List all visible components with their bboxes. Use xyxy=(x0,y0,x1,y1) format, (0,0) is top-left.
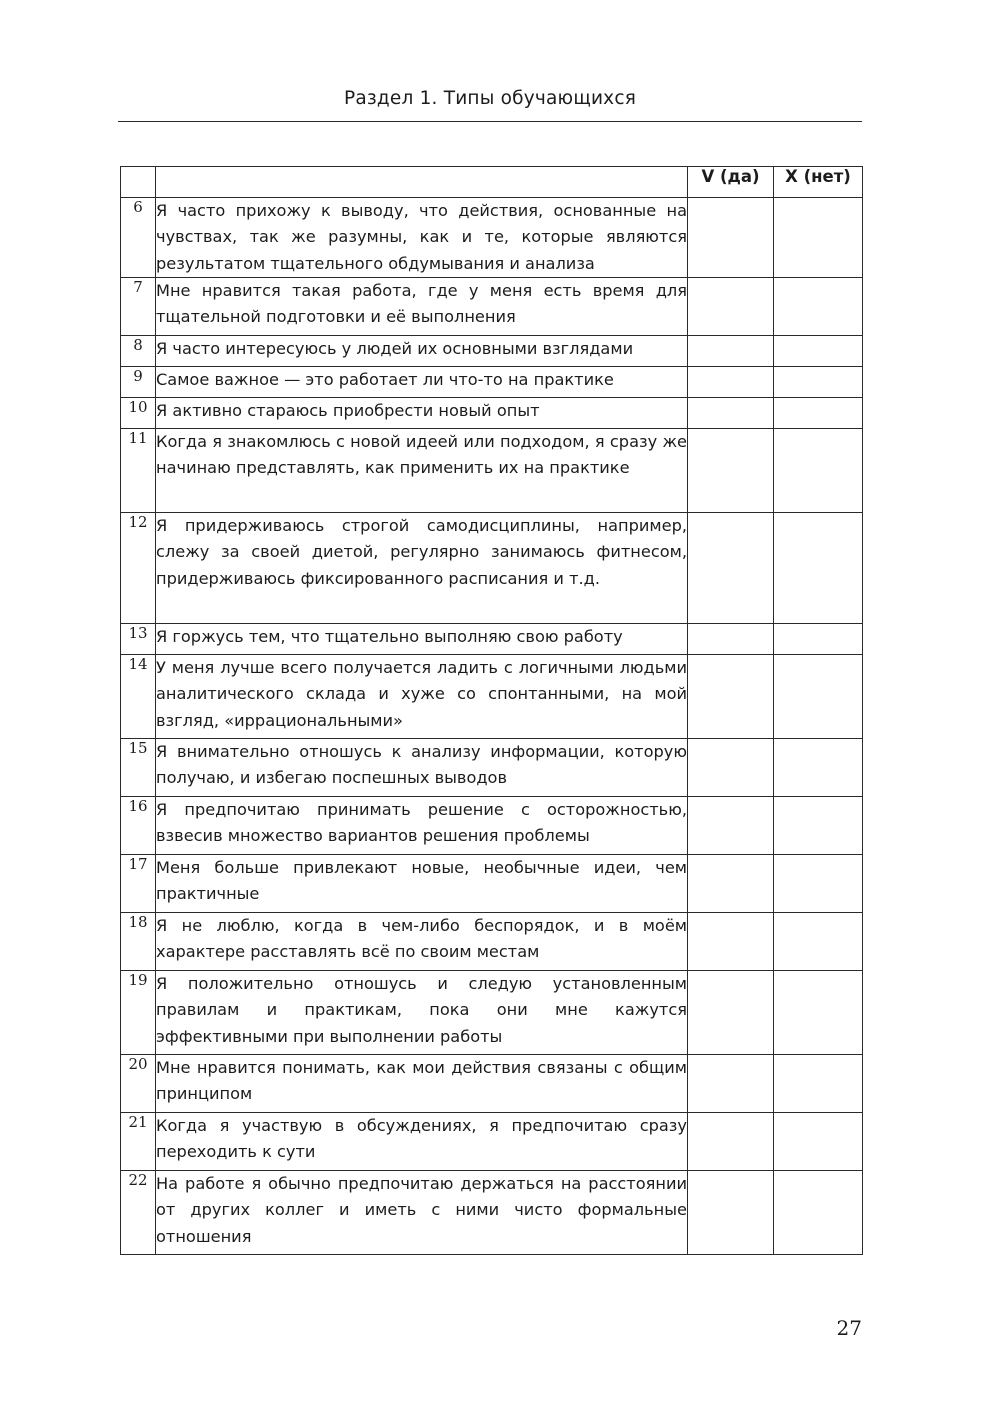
yes-answer-cell[interactable] xyxy=(688,429,774,513)
no-answer-cell[interactable] xyxy=(774,797,863,855)
row-statement: Самое важное — это работает ли что-то на практике xyxy=(156,367,688,398)
yes-answer-cell[interactable] xyxy=(688,739,774,797)
row-statement: Я внимательно отношусь к анализу информации, которую получаю, и избегаю поспешных выводов xyxy=(156,739,688,797)
row-statement: Я активно стараюсь приобрести новый опыт xyxy=(156,398,688,429)
no-answer-cell[interactable] xyxy=(774,429,863,513)
table-row xyxy=(121,1055,863,1113)
header-divider xyxy=(118,121,862,122)
row-statement: Когда я знакомлюсь с новой идеей или подходом, я сразу же начинаю представлять, как применить их на практике xyxy=(156,429,688,513)
yes-answer-cell[interactable] xyxy=(688,913,774,971)
table-row xyxy=(121,1113,863,1171)
row-statement: Мне нравится понимать, как мои действия связаны с общим принципом xyxy=(156,1055,688,1113)
table-row xyxy=(121,513,863,624)
page-number: 27 xyxy=(836,1316,862,1340)
yes-column-header: V (да) xyxy=(688,167,774,198)
row-statement: Меня больше привлекают новые, необычные идеи, чем практичные xyxy=(156,855,688,913)
row-number: 11 xyxy=(121,429,156,513)
no-column-header: X (нет) xyxy=(774,167,863,198)
table-row xyxy=(121,336,863,367)
table-row xyxy=(121,429,863,513)
table-row xyxy=(121,624,863,655)
row-number: 16 xyxy=(121,797,156,855)
row-number: 6 xyxy=(121,198,156,278)
yes-answer-cell[interactable] xyxy=(688,278,774,336)
questionnaire-table xyxy=(120,166,863,1255)
row-number: 14 xyxy=(121,655,156,739)
yes-answer-cell[interactable] xyxy=(688,513,774,624)
no-answer-cell[interactable] xyxy=(774,855,863,913)
row-statement: Я придерживаюсь строгой самодисциплины, например, слежу за своей диетой, регулярно занимаюсь фитнесом, придерживаюсь фиксированного расписания и т.д. xyxy=(156,513,688,624)
no-answer-cell[interactable] xyxy=(774,971,863,1055)
no-answer-cell[interactable] xyxy=(774,739,863,797)
yes-answer-cell[interactable] xyxy=(688,367,774,398)
yes-answer-cell[interactable] xyxy=(688,198,774,278)
yes-answer-cell[interactable] xyxy=(688,1113,774,1171)
yes-answer-cell[interactable] xyxy=(688,1055,774,1113)
row-number: 9 xyxy=(121,367,156,398)
table-row xyxy=(121,367,863,398)
no-answer-cell[interactable] xyxy=(774,513,863,624)
no-answer-cell[interactable] xyxy=(774,398,863,429)
row-number: 21 xyxy=(121,1113,156,1171)
table-row xyxy=(121,398,863,429)
row-statement: Мне нравится такая работа, где у меня есть время для тщательной подготовки и её выполнения xyxy=(156,278,688,336)
no-answer-cell[interactable] xyxy=(774,624,863,655)
no-answer-cell[interactable] xyxy=(774,198,863,278)
yes-answer-cell[interactable] xyxy=(688,1171,774,1255)
table-row xyxy=(121,913,863,971)
no-answer-cell[interactable] xyxy=(774,278,863,336)
row-statement: Я положительно отношусь и следую установленным правилам и практикам, пока они мне кажутся эффективными при выполнении работы xyxy=(156,971,688,1055)
row-statement: Я не люблю, когда в чем-либо беспорядок, и в моём характере расставлять всё по своим местам xyxy=(156,913,688,971)
yes-answer-cell[interactable] xyxy=(688,336,774,367)
table-header-row xyxy=(121,167,863,198)
table-row xyxy=(121,198,863,278)
table-row xyxy=(121,971,863,1055)
no-answer-cell[interactable] xyxy=(774,1113,863,1171)
no-answer-cell[interactable] xyxy=(774,367,863,398)
number-column-header xyxy=(121,167,156,198)
table-row xyxy=(121,278,863,336)
table-row xyxy=(121,739,863,797)
no-answer-cell[interactable] xyxy=(774,913,863,971)
yes-answer-cell[interactable] xyxy=(688,855,774,913)
row-number: 7 xyxy=(121,278,156,336)
row-number: 12 xyxy=(121,513,156,624)
no-answer-cell[interactable] xyxy=(774,1055,863,1113)
yes-answer-cell[interactable] xyxy=(688,655,774,739)
row-number: 8 xyxy=(121,336,156,367)
table-row xyxy=(121,1171,863,1255)
row-number: 19 xyxy=(121,971,156,1055)
running-title: Раздел 1. Типы обучающихся xyxy=(343,88,637,109)
row-number: 22 xyxy=(121,1171,156,1255)
row-statement: На работе я обычно предпочитаю держаться на расстоянии от других коллег и иметь с ними чисто формальные отношения xyxy=(156,1171,688,1255)
yes-answer-cell[interactable] xyxy=(688,797,774,855)
yes-answer-cell[interactable] xyxy=(688,971,774,1055)
row-number: 15 xyxy=(121,739,156,797)
table-row xyxy=(121,855,863,913)
no-answer-cell[interactable] xyxy=(774,655,863,739)
row-statement: Я часто прихожу к выводу, что действия, основанные на чувствах, так же разумны, как и те, которые являются результатом тщательного обдумывания и анализа xyxy=(156,198,688,278)
yes-answer-cell[interactable] xyxy=(688,398,774,429)
yes-answer-cell[interactable] xyxy=(688,624,774,655)
row-number: 10 xyxy=(121,398,156,429)
no-answer-cell[interactable] xyxy=(774,1171,863,1255)
row-statement: Когда я участвую в обсуждениях, я предпочитаю сразу переходить к сути xyxy=(156,1113,688,1171)
table-row xyxy=(121,655,863,739)
row-number: 17 xyxy=(121,855,156,913)
statement-column-header xyxy=(156,167,688,198)
no-answer-cell[interactable] xyxy=(774,336,863,367)
row-statement: Я горжусь тем, что тщательно выполняю свою работу xyxy=(156,624,688,655)
row-number: 13 xyxy=(121,624,156,655)
row-statement: Я предпочитаю принимать решение с осторожностью, взвесив множество вариантов решения проблемы xyxy=(156,797,688,855)
row-statement: У меня лучше всего получается ладить с логичными людьми аналитического склада и хуже со спонтанными, на мой взгляд, «иррациональными» xyxy=(156,655,688,739)
row-statement: Я часто интересуюсь у людей их основными взглядами xyxy=(156,336,688,367)
table-row xyxy=(121,797,863,855)
row-number: 20 xyxy=(121,1055,156,1113)
row-number: 18 xyxy=(121,913,156,971)
